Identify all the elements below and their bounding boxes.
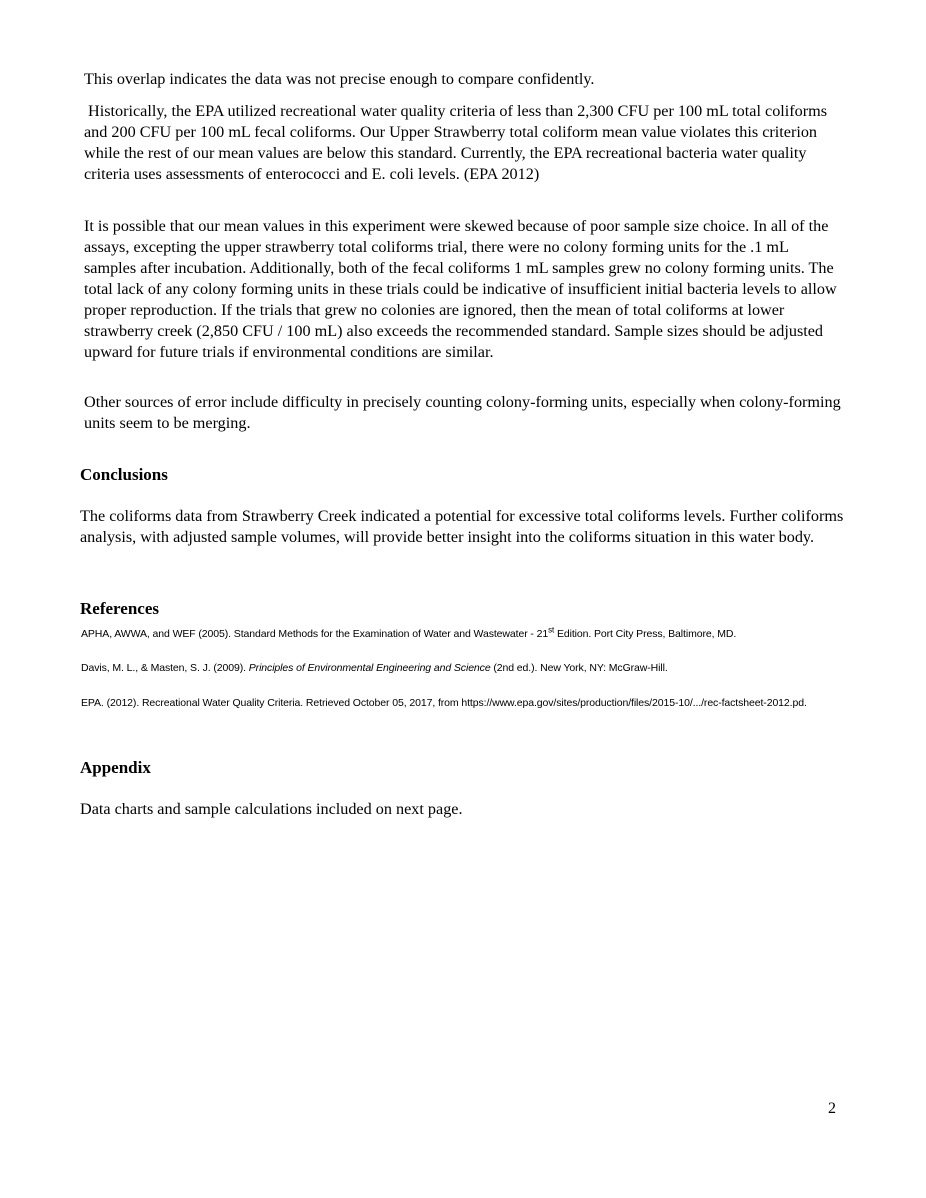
references-heading: References	[80, 599, 159, 618]
reference-apha-superscript: st	[548, 625, 555, 635]
conclusions-heading: Conclusions	[80, 465, 168, 484]
paragraph-skewed: It is possible that our mean values in this experiment were skewed because of poor sample size choice. In all of the assays, excepting the upper strawberry total coliforms trial, there were no colony forming units for the .1 mL samples after incubation. Additionally, both of the fecal coliforms 1 mL samples grew no colony forming units. The total lack of any colony forming units in these trials could be indicative of insufficient initial bacteria levels to allow proper reproduction. If the trials that grew no colonies are ignored, then the mean of total coliforms at lower strawberry creek (2,850 CFU / 100 mL) also exceeds the recommended standard. Sample sizes should be adjusted upward for future trials if environmental conditions are similar.	[84, 217, 837, 361]
reference-apha-main: APHA, AWWA, and WEF (2005). Standard Methods for the Examination of Water and Wastewater - 21	[81, 628, 549, 640]
reference-epa: EPA. (2012). Recreational Water Quality Criteria. Retrieved October 05, 2017, from https://www.epa.gov/sites/production/files/2015-10/.../rec-factsheet-2012.pd.	[81, 697, 807, 709]
reference-apha	[81, 627, 851, 641]
appendix-heading: Appendix	[80, 758, 151, 777]
paragraph-historically: Historically, the EPA utilized recreational water quality criteria of less than 2,300 CFU per 100 mL total coliforms and 200 CFU per 100 mL fecal coliforms. Our Upper Strawberry total coliform mean value violates this criterion while the rest of our mean values are below this standard. Currently, the EPA recreational bacteria water quality criteria uses assessments of enterococci and E. coli levels. (EPA 2012)	[84, 102, 828, 183]
reference-davis-authors: Davis, M. L., & Masten, S. J. (2009).	[81, 662, 249, 674]
reference-davis-publisher: (2nd ed.). New York, NY: McGraw-Hill.	[490, 662, 668, 674]
paragraph-error: Other sources of error include difficulty in precisely counting colony-forming units, especially when colony-forming units seem to be merging.	[84, 393, 841, 432]
reference-apha-tail: Edition. Port City Press, Baltimore, MD.	[554, 628, 737, 640]
conclusions-text: The coliforms data from Strawberry Creek indicated a potential for excessive total coliforms levels. Further coliforms analysis, with adjusted sample volumes, will provide better insight into the coliforms situation in this water body.	[80, 507, 844, 546]
reference-davis-title: Principles of Environmental Engineering and Science	[248, 662, 491, 674]
page-number: 2	[828, 1100, 836, 1117]
reference-davis	[81, 661, 851, 675]
paragraph-overlap: This overlap indicates the data was not precise enough to compare confidently.	[84, 70, 595, 88]
appendix-text: Data charts and sample calculations included on next page.	[80, 800, 463, 818]
